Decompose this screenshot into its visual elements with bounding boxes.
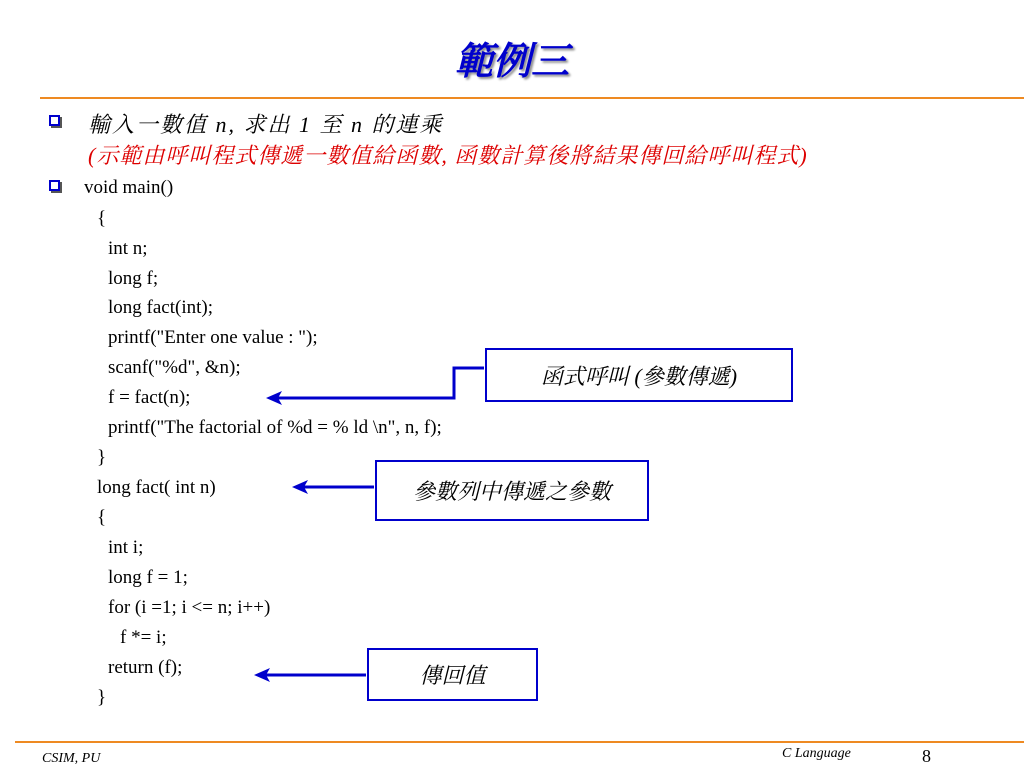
callout-return-value: 傳回值 — [367, 648, 538, 701]
problem-statement: 輸入一數值 n, 求出 1 至 n 的連乘 — [88, 112, 444, 137]
code-line: { — [97, 507, 107, 528]
code-line: } — [97, 447, 107, 468]
callout-function-call: 函式呼叫 (參數傳遞) — [485, 348, 793, 402]
callout-parameter: 參數列中傳遞之參數 — [375, 460, 649, 521]
page-number: 8 — [922, 746, 931, 766]
code-line: printf("The factorial of %d = % ld \n", n, f); — [108, 417, 442, 438]
code-line: f = fact(n); — [108, 387, 191, 408]
code-line: long fact( int n) — [97, 477, 216, 498]
code-line: long fact(int); — [108, 297, 213, 318]
code-line: { — [97, 208, 107, 229]
code-line: printf("Enter one value : "); — [108, 327, 318, 348]
problem-note: (示範由呼叫程式傳遞一數值給函數, 函數計算後將結果傳回給呼叫程式) — [88, 143, 808, 168]
code-line: long f = 1; — [108, 567, 188, 588]
code-line: long f; — [108, 268, 159, 289]
code-line: int n; — [108, 238, 148, 259]
footer-org: CSIM, PU — [42, 751, 101, 766]
arrow-to-call — [278, 368, 484, 398]
code-line: scanf("%d", &n); — [108, 357, 241, 378]
main-signature: void main() — [84, 177, 174, 198]
slide-title: 範例三 — [454, 41, 569, 83]
code-line: for (i =1; i <= n; i++) — [108, 597, 271, 618]
code-line: return (f); — [108, 657, 183, 678]
code-line: f *= i; — [120, 627, 167, 648]
bottom-divider — [15, 741, 1024, 743]
footer-course: C Language — [782, 746, 851, 761]
code-line: } — [97, 687, 107, 708]
code-line: int i; — [108, 537, 144, 558]
